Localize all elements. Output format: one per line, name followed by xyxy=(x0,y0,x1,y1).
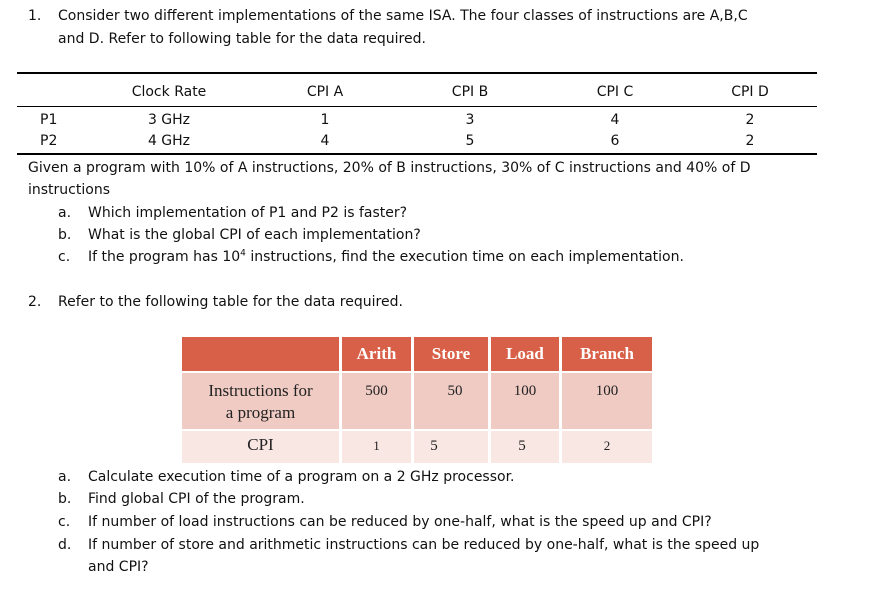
question-1-part-b-text: What is the global CPI of each implementation? xyxy=(88,227,421,243)
part-c-text-after: instructions, find the execution time on each implementation. xyxy=(245,249,684,265)
question-1-given-line-2: instructions xyxy=(28,182,110,198)
table-2-row-separator xyxy=(182,429,652,431)
table-1-header-rule xyxy=(17,106,817,107)
table-2-header-load: Load xyxy=(506,344,544,363)
table-1-cell: 1 xyxy=(320,112,330,128)
table-1-cell: 4 xyxy=(610,112,620,128)
question-2-part-b-text: Find global CPI of the program. xyxy=(88,491,305,507)
table-2-cell: 5 xyxy=(518,438,526,454)
table-1-header-clock-rate: Clock Rate xyxy=(131,84,207,100)
table-1-header-cpi-d: CPI D xyxy=(731,84,769,100)
table-1-row-label: P1 xyxy=(40,112,58,128)
question-2-number: 2. xyxy=(28,294,42,310)
table-1-row-label: P2 xyxy=(40,133,58,149)
row-1-label-line-1: Instructions for xyxy=(208,381,313,400)
question-2-part-a-text: Calculate execution time of a program on a 2 GHz processor. xyxy=(88,469,515,485)
table-1-cell: 4 xyxy=(320,133,330,149)
table-1-header-cpi-b: CPI B xyxy=(451,84,489,100)
table-2-row-1-label xyxy=(182,380,339,424)
question-1-intro-line-1: Consider two different implementations of the same ISA. The four classes of instructions are A,B,C xyxy=(58,8,748,24)
table-1-header-cpi-a: CPI A xyxy=(306,84,344,100)
question-2-part-d-text-line-2: and CPI? xyxy=(88,559,149,575)
question-1-part-b-marker: b. xyxy=(58,227,72,243)
table-1-bottom-rule xyxy=(17,153,817,155)
table-2-cell: 500 xyxy=(365,383,388,399)
table-2-header-blank xyxy=(182,337,339,371)
table-2-cell: 2 xyxy=(603,438,611,453)
question-2-part-d-marker: d. xyxy=(58,537,72,553)
table-2-cell: 100 xyxy=(513,383,537,399)
question-1-part-c-marker: c. xyxy=(58,249,71,265)
table-1-cell: 3 GHz xyxy=(147,112,191,128)
table-2-header-store: Store xyxy=(431,344,471,363)
row-1-label-line-2: a program xyxy=(225,403,296,422)
instruction-mix-table xyxy=(182,337,652,463)
table-2-cell: 100 xyxy=(595,383,619,399)
table-2-cell: 5 xyxy=(430,438,438,454)
table-1-cell: 2 xyxy=(745,133,755,149)
table-2-row-separator xyxy=(182,371,652,373)
question-1-part-a-text: Which implementation of P1 and P2 is faster? xyxy=(88,205,408,221)
part-c-text-before: If the program has 10 xyxy=(88,249,241,265)
question-2-part-a-marker: a. xyxy=(58,469,72,485)
table-1-cell: 2 xyxy=(745,112,755,128)
question-2-part-b-marker: b. xyxy=(58,491,72,507)
table-2-header-arith: Arith xyxy=(356,344,397,363)
table-1-cell: 5 xyxy=(465,133,475,149)
table-2-cell: 1 xyxy=(373,438,380,453)
question-1-intro-line-2: and D. Refer to following table for the data required. xyxy=(58,31,426,47)
part-c-exponent: 4 xyxy=(240,248,246,259)
table-2-row-2-label: CPI xyxy=(247,435,274,454)
question-1-part-c-text xyxy=(88,247,684,267)
question-1-part-a-marker: a. xyxy=(58,205,72,221)
table-1-cell: 4 GHz xyxy=(147,133,191,149)
question-1-number: 1. xyxy=(28,8,42,24)
table-1-header-cpi-c: CPI C xyxy=(596,84,634,100)
table-1-top-rule xyxy=(17,72,817,74)
table-2-cell: 50 xyxy=(447,383,463,399)
question-1-given-line-1: Given a program with 10% of A instructions, 20% of B instructions, 30% of C instructions and 40% of D xyxy=(28,160,751,176)
question-2-part-c-text: If number of load instructions can be reduced by one-half, what is the speed up and CPI? xyxy=(88,514,712,530)
question-2-intro: Refer to the following table for the data required. xyxy=(58,294,403,310)
table-2-header-branch: Branch xyxy=(580,344,634,363)
question-2-part-c-marker: c. xyxy=(58,514,71,530)
question-2-part-d-text-line-1: If number of store and arithmetic instructions can be reduced by one-half, what is the speed up xyxy=(88,537,760,553)
table-1-cell: 3 xyxy=(465,112,475,128)
table-1-cell: 6 xyxy=(610,133,620,149)
